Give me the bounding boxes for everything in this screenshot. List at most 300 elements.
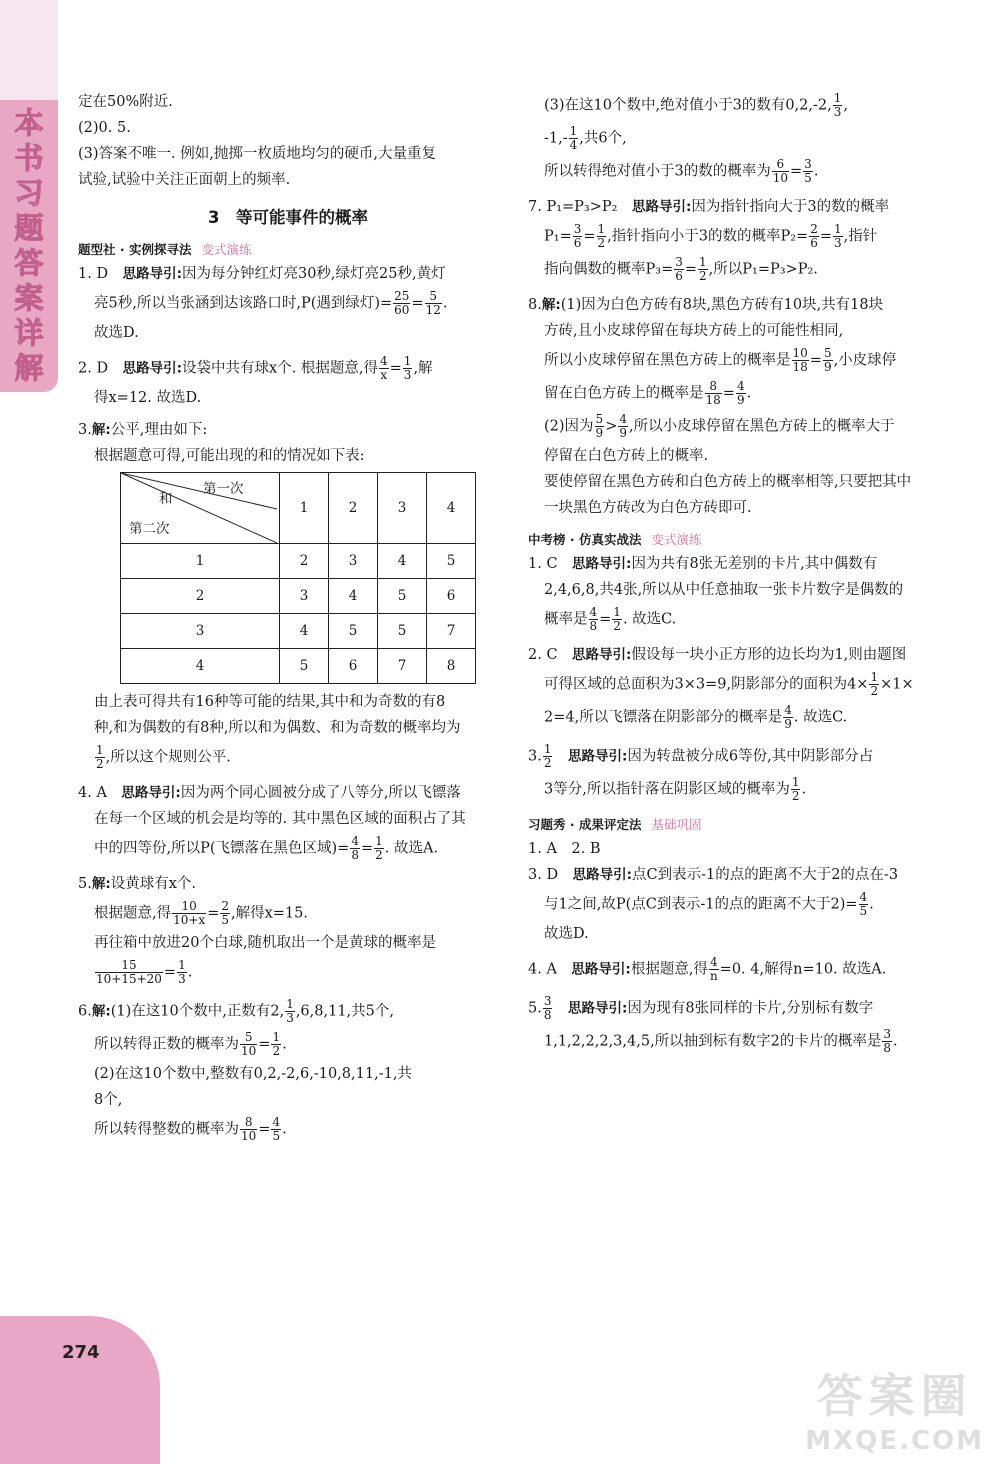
denominator: 2 [375, 848, 383, 862]
denominator: 5 [221, 913, 229, 927]
table-cell: 5 [378, 614, 427, 649]
answer-line [78, 874, 498, 894]
numerator: 1 [870, 670, 879, 684]
answer-text: 因为指针指向大于3的数的概率 [691, 199, 890, 215]
corner-decoration [0, 1316, 160, 1464]
answer-text: 根据题意,得 [94, 905, 172, 922]
numerator: 5 [823, 346, 832, 360]
numerator: 1 [272, 1030, 281, 1044]
fraction [674, 256, 684, 283]
answer-text: (1)因为白色方砖有8块,黑色方砖有10块,共有18块 [560, 297, 884, 313]
answer-line [528, 671, 948, 698]
denominator: 6 [573, 236, 582, 250]
denominator: x [380, 368, 388, 382]
denominator: 9 [619, 426, 627, 440]
denominator: 2 [870, 684, 879, 698]
answer-line [528, 891, 948, 918]
math-symbol: = [583, 228, 596, 245]
header-sum-label: 和 [159, 491, 173, 507]
numerator: 3 [804, 157, 812, 171]
numerator: 4 [709, 955, 718, 969]
answer-line [528, 743, 948, 770]
answer-number: 8. [528, 297, 542, 313]
hint-label: 思路导引: [122, 266, 182, 282]
answer-line: 停留在白色方砖上的概率. [544, 448, 709, 464]
math-symbol: . [282, 1121, 287, 1138]
fraction [705, 380, 722, 407]
fraction [379, 355, 389, 382]
fraction [285, 998, 295, 1025]
denominator: 8 [589, 619, 598, 633]
fraction [177, 959, 187, 986]
section-title: 3 等可能事件的概率 [208, 208, 368, 227]
answer-text: 指向偶数的概率P₃= [544, 261, 674, 278]
answer-text: 根据题意,得 [630, 961, 708, 978]
answer-text: 所以转得整数的概率为 [94, 1121, 239, 1138]
answer-line [528, 347, 948, 374]
answer-text: 2=4,所以飞镖落在阴影部分的概率是 [544, 709, 783, 726]
fraction [595, 413, 605, 440]
header-second-label: 第二次 [129, 521, 170, 537]
answer-text: 所以转得绝对值小于3的数的概率为 [544, 163, 771, 180]
numerator: 4 [784, 703, 792, 717]
right-column [528, 92, 948, 1055]
numerator: 4 [589, 605, 598, 619]
numerator: 2 [810, 222, 818, 236]
answer-number: 4. A [78, 785, 122, 801]
denominator: 2 [272, 1044, 281, 1058]
row-header: 3 [121, 614, 280, 649]
table-cell: 3 [329, 544, 378, 579]
answer-text: ×1× [880, 676, 914, 693]
denominator: 9 [784, 717, 792, 731]
numerator: 6 [772, 158, 789, 172]
answer-line: 种,和为偶数的有8种,所以和为偶数、和为奇数的概率均为 [94, 720, 461, 736]
denominator: 6 [675, 269, 683, 283]
numerator: 10 [792, 346, 808, 360]
answer-text: ,小皮球停 [833, 352, 897, 369]
answer-text: ,解得x=15. [231, 905, 308, 922]
denominator: 9 [736, 393, 745, 407]
fraction [803, 158, 813, 185]
numerator: 1 [833, 91, 842, 105]
numerator: 1 [178, 958, 186, 972]
numerator: 8 [240, 1116, 257, 1130]
fraction [791, 776, 801, 803]
fraction [772, 158, 789, 185]
answer-line: 方砖,且小皮球停留在每块方砖上的可能性相同, [544, 323, 844, 339]
numerator: 15 [95, 959, 163, 973]
category-heading [78, 240, 498, 258]
table-cell: 7 [378, 649, 427, 684]
math-symbol: . [801, 781, 807, 798]
fraction [833, 223, 843, 250]
fraction [612, 606, 622, 633]
answer-text: 因为共有8张无差别的卡片,其中偶数有 [631, 556, 878, 572]
denominator: 2 [96, 757, 104, 771]
side-tab-char: 习 [14, 176, 44, 210]
fraction [618, 413, 628, 440]
watermark-url: MXQE.COM [805, 1426, 984, 1456]
answer-text: . 故选C. [793, 709, 848, 726]
answer-text: P₁= [544, 228, 572, 245]
answer-text: (2)因为 [544, 418, 594, 435]
numerator: 1 [791, 775, 800, 789]
category-heading [528, 530, 948, 548]
answer-line [78, 420, 498, 440]
denominator: 8 [351, 848, 359, 862]
category-tag: 基础巩固 [651, 817, 702, 832]
denominator: 3 [403, 368, 412, 382]
answer-line: 根据题意可得,可能出现的和的情况如下表: [94, 448, 365, 464]
answer-line: 1. A 2. B [528, 841, 601, 857]
answer-text: 所以转得正数的概率为 [94, 1036, 239, 1053]
category-title: 习题秀 · 成果评定法 [528, 817, 642, 832]
math-symbol: . [282, 1036, 287, 1053]
text-line: 试验,试验中关注正面朝上的频率. [78, 172, 291, 188]
answer-line [528, 380, 948, 407]
answer-text: ,指针指向小于3的数的概率P₂= [607, 228, 809, 245]
answer-text: 3等分,所以指针落在阴影区域的概率为 [544, 781, 790, 798]
fraction [543, 995, 553, 1022]
fraction [271, 1031, 281, 1058]
column-header: 4 [427, 473, 476, 544]
side-tab-char: 题 [14, 211, 44, 245]
text-line: 定在50%附近. [78, 94, 173, 110]
answer-line [528, 865, 948, 885]
side-tab-char: 案 [14, 281, 44, 315]
answer-line [78, 264, 498, 284]
column-header: 3 [378, 473, 427, 544]
fraction [393, 290, 410, 317]
answer-text: ,所以这个规则公平. [105, 749, 231, 766]
answer-text: 所以小皮球停留在黑色方砖上的概率是 [544, 352, 791, 369]
table-cell: 4 [280, 614, 329, 649]
hint-label: 思路导引: [631, 199, 692, 215]
answer-line: 再往箱中放进20个白球,随机取出一个是黄球的概率是 [94, 935, 437, 951]
fraction [425, 290, 442, 317]
answer-text: (3)在这10个数中,绝对值小于3的数有0,2,-2, [544, 97, 832, 114]
denominator: 8 [543, 1008, 552, 1022]
denominator: 10 [241, 1044, 257, 1058]
answer-line [528, 197, 948, 217]
answer-number: 5. [78, 876, 92, 892]
denominator: 4 [569, 138, 578, 152]
fraction [374, 835, 384, 862]
fraction [736, 380, 746, 407]
answer-text: ,6,8,11,共5个, [295, 1003, 395, 1020]
answer-line [528, 256, 948, 283]
numerator: 5 [425, 290, 442, 304]
answer-line [528, 956, 948, 983]
numerator: 1 [403, 354, 412, 368]
answer-line [78, 355, 498, 382]
hint-label: 思路导引: [122, 360, 182, 377]
math-symbol: . [746, 385, 752, 402]
math-symbol: . [187, 964, 193, 981]
answer-text: 中的四等份,所以P(飞镖落在黑色区域)= [94, 840, 350, 857]
numerator: 1 [569, 124, 578, 138]
fraction [240, 1116, 257, 1143]
math-symbol: > [605, 418, 618, 435]
numerator: 4 [736, 379, 745, 393]
side-tab-char: 本 [14, 106, 44, 140]
math-symbol: . [893, 1033, 898, 1050]
hint-label: 思路导引: [572, 647, 632, 663]
math-symbol: . [442, 295, 448, 312]
denominator: 60 [394, 303, 410, 317]
fraction [403, 355, 413, 382]
answer-text: ,所以小皮球停留在黑色方砖上的概率大于 [628, 418, 895, 435]
side-strip [0, 0, 58, 100]
denominator: 10+15+20 [96, 972, 162, 986]
category-title: 中考榜 · 仿真实战法 [528, 532, 642, 547]
math-symbol: . [813, 163, 819, 180]
text-line: (3)答案不唯一. 例如,抛掷一枚质地均匀的硬币,大量重复 [78, 146, 436, 162]
numerator: 1 [597, 222, 606, 236]
hint-label: 思路导引: [567, 748, 628, 765]
answer-text: 因为每分钟红灯亮30秒,绿灯亮25秒,黄灯 [181, 266, 446, 282]
denominator: 9 [595, 426, 604, 440]
table-cell: 2 [280, 544, 329, 579]
denominator: 3 [178, 972, 186, 986]
math-symbol: = [819, 228, 833, 245]
numerator: 1 [286, 997, 294, 1011]
table-cell: 6 [427, 579, 476, 614]
answer-line [78, 900, 498, 927]
text-line: (2)0. 5. [78, 120, 131, 136]
table-row [121, 579, 476, 614]
fraction [869, 671, 879, 698]
denominator: 10+x [173, 913, 206, 927]
answer-line [528, 704, 948, 731]
numerator: 4 [351, 834, 359, 848]
numerator: 4 [272, 1115, 281, 1129]
fraction [882, 1028, 892, 1055]
numerator: 4 [619, 412, 627, 426]
fraction [709, 956, 719, 983]
category-heading [528, 815, 948, 833]
answer-line: (2)在这10个数中,整数有0,2,-2,6,-10,8,11,-1,共 [94, 1066, 412, 1082]
answer-line [528, 995, 948, 1022]
answer-number: 5. [528, 1000, 542, 1017]
answer-line: 故选D. [94, 325, 139, 341]
answer-line: 在每一个区域的机会是均等的. 其中黑色区域的面积占了其 [94, 811, 466, 827]
answer-text: . 故选A. [384, 840, 439, 857]
table-cell: 8 [427, 649, 476, 684]
numerator: 5 [240, 1031, 257, 1045]
fraction [792, 347, 809, 374]
answer-text: ,共6个, [579, 130, 627, 147]
answer-text: ,指针 [843, 228, 878, 245]
row-header: 2 [121, 579, 280, 614]
answer-line: 8个, [94, 1092, 123, 1108]
page-number: 274 [62, 1342, 100, 1363]
answer-text: 因为转盘被分成6等份,其中阴影部分占 [627, 748, 874, 765]
answer-text: 可得区域的总面积为3×3=9,阴影部分的面积为4× [544, 676, 869, 693]
numerator: 1 [699, 255, 707, 269]
fraction [220, 900, 230, 927]
answer-number: 4. A [528, 961, 572, 978]
table-cell: 5 [329, 614, 378, 649]
hint-label: 思路导引: [572, 556, 632, 572]
numerator: 4 [859, 890, 868, 904]
answer-number: 1. D [78, 266, 123, 282]
answer-text: 概率是 [544, 611, 588, 628]
math-symbol: = [207, 905, 220, 922]
denominator: 10 [241, 1129, 257, 1143]
side-tab-char: 答 [14, 246, 44, 280]
denominator: 18 [705, 393, 721, 407]
denominator: 2 [597, 236, 606, 250]
answer-line [78, 835, 498, 862]
denominator: 5 [804, 171, 812, 185]
numerator: 1 [96, 743, 104, 757]
solution-label: 解: [91, 1003, 111, 1020]
math-symbol: = [389, 360, 402, 377]
answer-text: 亮5秒,所以当张涵到达该路口时,P(遇到绿灯)= [94, 295, 393, 312]
answer-line: 故选D. [544, 926, 589, 942]
fraction [573, 223, 583, 250]
table-row [121, 473, 476, 544]
denominator: 3 [834, 236, 842, 250]
table-cell: 6 [329, 649, 378, 684]
answer-line: 2,4,6,8,共4张,所以从中任意抽取一张卡片数字是偶数的 [544, 582, 904, 598]
answer-text: =0. 4,解得n=10. 故选A. [719, 961, 887, 978]
answer-line [528, 776, 948, 803]
answer-text: 因为现有8张同样的卡片,分别标有数字 [627, 1000, 874, 1017]
sum-table [120, 472, 476, 684]
fraction [271, 1116, 281, 1143]
fraction [350, 835, 360, 862]
denominator: 12 [425, 303, 441, 317]
denominator: 3 [833, 105, 842, 119]
answer-line: 得x=12. 故选D. [94, 390, 202, 406]
table-row [121, 649, 476, 684]
math-symbol: = [599, 611, 612, 628]
category-title: 题型社 · 实例探寻法 [78, 242, 192, 257]
answer-line [528, 223, 948, 250]
table-header-cell [121, 473, 280, 544]
numerator: 3 [675, 255, 683, 269]
math-symbol: = [258, 1121, 271, 1138]
fraction [597, 223, 607, 250]
table-cell: 4 [329, 579, 378, 614]
answer-text: 与1之间,故P(点C到表示-1的点的距离不大于2)= [544, 896, 858, 913]
header-first-label: 第一次 [203, 481, 244, 497]
column-header: 2 [329, 473, 378, 544]
answer-line [78, 959, 498, 986]
answer-number: 1. C [528, 556, 573, 572]
answer-number: 2. C [528, 647, 573, 663]
answer-line [78, 290, 498, 317]
answer-number: 6. [78, 1003, 92, 1020]
denominator: n [709, 969, 718, 983]
fraction [823, 347, 833, 374]
denominator: 3 [286, 1011, 294, 1025]
table-cell: 3 [280, 579, 329, 614]
answer-number: 3. [528, 748, 542, 765]
hint-label: 思路导引: [567, 1000, 628, 1017]
answer-line: 一块黑色方砖改为白色方砖即可. [544, 500, 752, 516]
answer-line [528, 1028, 948, 1055]
math-symbol: = [790, 163, 803, 180]
denominator: 5 [859, 904, 868, 918]
math-symbol: = [722, 385, 735, 402]
fraction [95, 744, 105, 771]
side-tab [0, 100, 58, 392]
numerator: 2 [221, 899, 229, 913]
answer-number: 3. [78, 422, 92, 438]
row-header: 4 [121, 649, 280, 684]
answer-text: -1,- [544, 130, 568, 147]
fraction [543, 743, 553, 770]
fraction [783, 704, 793, 731]
numerator: 25 [394, 289, 410, 303]
table-cell: 5 [280, 649, 329, 684]
denominator: 2 [699, 269, 707, 283]
numerator: 3 [543, 994, 552, 1008]
numerator: 8 [705, 380, 722, 394]
numerator: 4 [380, 354, 388, 368]
side-tab-char: 详 [14, 316, 44, 350]
side-tab-char: 书 [14, 141, 44, 175]
table-row [121, 544, 476, 579]
fraction [809, 223, 819, 250]
hint-label: 思路导引: [571, 961, 631, 978]
category-tag: 变式演练 [201, 242, 252, 257]
answer-text: 1,1,2,2,2,3,4,5,所以抽到标有数字2的卡片的概率是 [544, 1033, 882, 1050]
solution-label: 解: [91, 876, 111, 892]
solution-label: 解: [541, 297, 561, 313]
answer-text: 设袋中共有球x个. 根据题意,得 [181, 360, 378, 377]
answer-line [528, 295, 948, 315]
fraction [698, 256, 708, 283]
denominator: 2 [543, 756, 552, 770]
answer-line [528, 92, 948, 119]
fraction [240, 1031, 257, 1058]
numerator: 1 [834, 222, 842, 236]
denominator: 5 [272, 1129, 281, 1143]
solution-label: 解: [91, 422, 111, 438]
numerator: 10 [172, 900, 206, 914]
answer-line [78, 1116, 498, 1143]
answer-text: 留在白色方砖上的概率是 [544, 385, 704, 402]
watermark [805, 1360, 984, 1456]
answer-text: . 故选C. [622, 611, 677, 628]
answer-number: 2. D [78, 360, 123, 377]
fraction [859, 891, 869, 918]
numerator: 3 [883, 1027, 892, 1041]
answer-line: 由上表可得共有16种等可能的结果,其中和为奇数的有8 [94, 694, 446, 710]
table-cell: 5 [427, 544, 476, 579]
answer-text: (1)在这10个数中,正数有2, [110, 1003, 285, 1020]
fraction [95, 959, 163, 986]
table-cell: 4 [378, 544, 427, 579]
denominator: 10 [772, 171, 789, 185]
watermark-title: 答案圈 [816, 1369, 973, 1423]
fraction [833, 92, 843, 119]
denominator: 2 [613, 619, 621, 633]
answer-line [528, 158, 948, 185]
answer-line [528, 645, 948, 665]
answer-line: 要使停留在黑色方砖和白色方砖上的概率相等,只要把其中 [544, 474, 912, 490]
numerator: 1 [543, 742, 552, 756]
answer-text: 点C到表示-1的点的距离不大于2的点在-3 [631, 867, 899, 883]
denominator: 9 [823, 360, 832, 374]
numerator: 1 [375, 834, 383, 848]
answer-line [78, 1031, 498, 1058]
